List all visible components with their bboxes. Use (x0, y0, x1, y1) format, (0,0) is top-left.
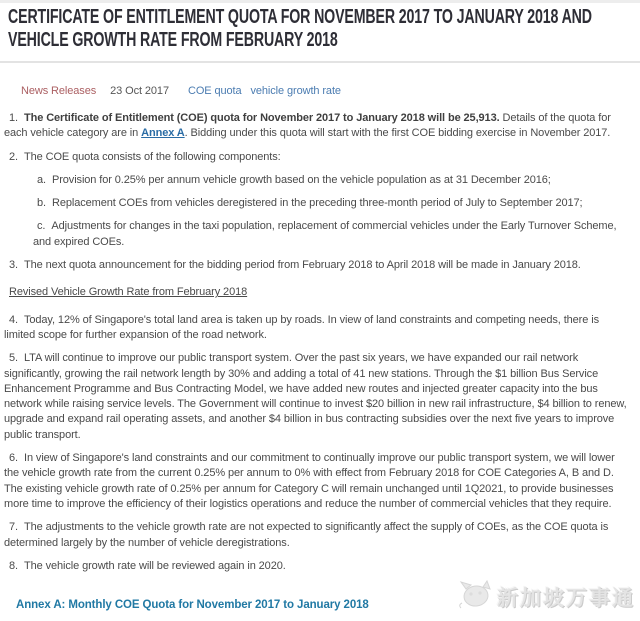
list-item-b-text: Replacement COEs from vehicles deregistered in the preceding three-month period of July to September 2017; (51, 197, 583, 210)
paragraph-7-text: The adjustments to the vehicle growth rate are not expected to significantly affect the supply of COEs, as the COE quota is determined largely by the number of vehicle deregistrations. (4, 521, 609, 549)
paragraph-1 (4, 111, 632, 142)
annex-a-footer-link[interactable]: Annex A: Monthly COE Quota for November 2017 to January 2018 (16, 599, 369, 612)
paragraph-number: 4. (9, 313, 18, 326)
watermark-mascot-icon (456, 579, 494, 614)
paragraph-number: 2. (9, 150, 18, 163)
paragraph-number: 5. (9, 352, 18, 365)
article-meta (21, 85, 640, 97)
paragraph-1-bold-lead: The Certificate of Entitlement (COE) quota for November 2017 to January 2018 will be 25,913. (23, 112, 500, 124)
list-item-a (33, 173, 632, 188)
annex-a-inline-link[interactable]: Annex A (141, 127, 185, 140)
paragraph-2-text: The COE quota consists of the following components: (23, 150, 281, 163)
article-body (4, 111, 632, 613)
paragraph-4 (4, 313, 632, 344)
paragraph-5-text: LTA will continue to improve our public transport system. Over the past six years, we have expanded our rail network significantly, growing the rail network length by 30% and adding a total of 41 new stations. Through the $1 billion Bus Service Enhancement Programme and Bus Contracting Model, we have added new routes and injected greater capacity into the bus network while raising service levels. The Government will continue to invest $20 billion in new rail infrastructure, $4 billion to renew, upgrade and expand rail operating assets, and another $4 billion in bus contracting subsidies over the next five years to improve public transport. (4, 352, 627, 441)
publish-date: 23 Oct 2017 (110, 85, 169, 97)
paragraph-7 (4, 520, 632, 551)
paragraph-number: 1. (9, 112, 18, 124)
paragraph-1-text-after: . Bidding under this quota will start with the first COE bidding exercise in November 2017. (184, 127, 611, 140)
watermark (456, 579, 635, 614)
title-divider (0, 61, 640, 63)
paragraph-8 (4, 559, 632, 574)
paragraph-3-text: The next quota announcement for the bidding period from February 2018 to April 2018 will be made in January 2018. (23, 259, 581, 272)
paragraph-5 (4, 351, 632, 443)
paragraph-6-text: In view of Singapore's land constraints and our commitment to continually improve our public transport system, we will lower the vehicle growth rate from the current 0.25% per annum to 0% with effect from February 2018 for COE Categories A, B and D. The existing vehicle growth rate of 0.25% per annum for Category C will remain unchanged until 1Q2021, to provide businesses more time to improve the efficiency of their logistics operations and reduce the number of commercial vehicles that they require. (4, 452, 615, 510)
list-item-letter: c. (37, 220, 46, 233)
list-item-b (33, 196, 632, 211)
list-item-letter: a. (37, 173, 46, 186)
page-title-line-1: CERTIFICATE OF ENTITLEMENT QUOTA FOR NOVEMBER 2017 TO JANUARY 2018 AND (8, 6, 592, 28)
paragraph-4-text: Today, 12% of Singapore's total land area is taken up by roads. In view of land constraints and competing needs, there is limited scope for further expansion of the road network. (4, 313, 599, 341)
paragraph-6 (4, 451, 632, 512)
list-item-a-text: Provision for 0.25% per annum vehicle growth based on the vehicle population as at 31 December 2016; (51, 173, 551, 186)
list-item-c (33, 219, 632, 250)
paragraph-number: 6. (9, 452, 18, 465)
paragraph-number: 3. (9, 259, 18, 272)
watermark-text: 新加坡万事通 (497, 585, 635, 610)
list-item-letter: b. (37, 197, 46, 210)
paragraph-2 (4, 150, 632, 165)
paragraph-number: 8. (9, 559, 18, 572)
paragraph-1-text: Details of the quota for each vehicle category are in (4, 112, 611, 140)
paragraph-number: 7. (9, 521, 18, 534)
page-title (8, 6, 640, 52)
list-item-c-text: Adjustments for changes in the taxi population, replacement of commercial vehicles under the Early Turnover Scheme, and expired COEs. (33, 220, 617, 248)
page-title-line-2: VEHICLE GROWTH RATE FROM FEBRUARY 2018 (8, 29, 338, 51)
tag-link-vehicle-growth-rate[interactable]: vehicle growth rate (250, 85, 341, 97)
section-heading-revised-growth-rate: Revised Vehicle Growth Rate from February 2018 (9, 286, 248, 299)
paragraph-3 (4, 258, 632, 273)
paragraph-8-text: The vehicle growth rate will be reviewed again in 2020. (23, 559, 286, 572)
category-link-news-releases[interactable]: News Releases (21, 85, 97, 97)
tag-link-coe-quota[interactable]: COE quota (187, 85, 242, 97)
